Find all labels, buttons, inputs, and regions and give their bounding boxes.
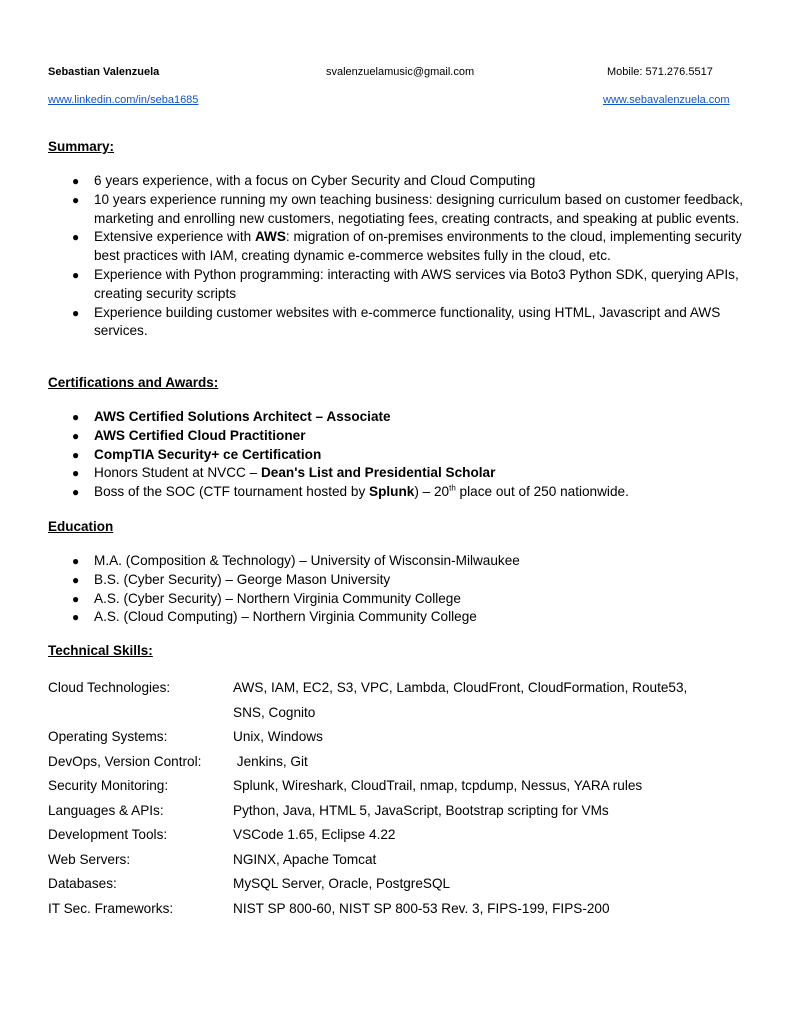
skill-category: Operating Systems: (48, 729, 168, 744)
skill-row (48, 701, 748, 726)
list-item (48, 483, 748, 502)
item-text: A.S. (Cloud Computing) – Northern Virginia Community College (94, 609, 477, 625)
list-item (48, 408, 748, 427)
list-item (48, 191, 748, 229)
skill-row (48, 897, 748, 922)
skill-row (48, 725, 748, 750)
education-list (48, 552, 748, 627)
education-heading: Education (48, 519, 114, 534)
list-item (48, 266, 748, 304)
skill-category: Databases: (48, 876, 117, 891)
bullet-icon: ● (72, 305, 80, 320)
bullet-icon: ● (72, 610, 80, 625)
phone-number: Mobile: 571.276.5517 (607, 66, 713, 78)
list-item (48, 446, 748, 465)
item-text: Extensive experience with (94, 229, 255, 245)
skill-category: Languages & APIs: (48, 802, 164, 818)
bullet-icon: ● (72, 591, 80, 606)
item-text: B.S. (Cyber Security) – George Mason University (94, 571, 391, 587)
technical-skills-table (48, 676, 748, 921)
bold-text: AWS (254, 229, 286, 245)
skill-category: IT Sec. Frameworks: (48, 900, 174, 916)
skill-category: Security Monitoring: (48, 778, 169, 793)
bullet-icon: ● (72, 174, 80, 188)
list-item (48, 304, 748, 342)
list-item (48, 464, 748, 483)
summary-heading: Summary: (48, 139, 115, 154)
skill-values: Jenkins, Git (233, 753, 308, 769)
skill-category: Web Servers: (48, 851, 131, 867)
item-text: th (449, 483, 456, 493)
skill-row (48, 750, 748, 775)
bullet-icon: ● (72, 572, 80, 587)
email-address: svalenzuelamusic@gmail.com (326, 66, 475, 78)
item-text: 6 years experience, with a focus on Cyber Security and Cloud Computing (94, 173, 536, 188)
item-text: M.A. (Composition & Technology) – University of Wisconsin-Milwaukee (94, 553, 520, 568)
skill-category: Cloud Technologies: (48, 680, 171, 695)
list-item (48, 228, 748, 266)
skill-values: Splunk, Wireshark, CloudTrail, nmap, tcpdump, Nessus, YARA rules (233, 778, 643, 793)
bullet-icon: ● (72, 428, 80, 443)
item-text: A.S. (Cyber Security) – Northern Virginia Community College (94, 590, 461, 606)
skill-row (48, 799, 748, 824)
bullet-icon: ● (72, 466, 80, 481)
list-item (48, 552, 748, 571)
item-text: Experience building customer websites with e-commerce functionality, using HTML, Javascript and AWS services. (94, 304, 721, 339)
item-text: Honors Student at NVCC – (94, 465, 261, 481)
technical-skills-heading: Technical Skills: (48, 643, 153, 658)
item-text: place out of 250 nationwide. (455, 484, 629, 500)
skill-values: AWS, IAM, EC2, S3, VPC, Lambda, CloudFront, CloudFormation, Route53, (233, 680, 688, 695)
skill-row (48, 774, 748, 799)
bullet-icon: ● (72, 192, 80, 207)
skill-values: Unix, Windows (233, 729, 323, 744)
item-text: : migration of on-premises environments to the cloud, implementing security best practices with IAM, creating dynamic e-commerce websites fully in the cloud, etc. (94, 229, 742, 264)
skill-values: Python, Java, HTML 5, JavaScript, Bootstrap scripting for VMs (233, 802, 609, 818)
bullet-icon: ● (72, 230, 80, 245)
skill-values: VSCode 1.65, Eclipse 4.22 (233, 827, 396, 842)
bold-text: AWS Certified Cloud Practitioner (94, 427, 306, 443)
skill-row (48, 823, 748, 848)
skill-category (48, 701, 233, 726)
bullet-icon: ● (72, 485, 80, 500)
skill-row (48, 872, 748, 897)
list-item (48, 172, 748, 191)
linkedin-link[interactable]: www.linkedin.com/in/seba1685 (48, 94, 199, 106)
list-item (48, 608, 748, 627)
skill-values: MySQL Server, Oracle, PostgreSQL (233, 876, 451, 891)
skill-row (48, 848, 748, 873)
bold-text: AWS Certified Solutions Architect – Associate (94, 409, 391, 424)
bold-text: Splunk (369, 484, 415, 500)
summary-list (48, 172, 748, 341)
item-text: Experience with Python programming: interacting with AWS services via Boto3 Python SDK, querying APIs, creating security scripts (94, 266, 739, 301)
candidate-name: Sebastian Valenzuela (48, 66, 160, 78)
list-item (48, 427, 748, 446)
bold-text: CompTIA Security+ ce Certification (94, 446, 322, 462)
bullet-icon: ● (72, 410, 80, 424)
list-item (48, 590, 748, 609)
bullet-icon: ● (72, 447, 80, 462)
skill-values: SNS, Cognito (233, 704, 316, 720)
certifications-heading: Certifications and Awards: (48, 375, 219, 390)
skill-row (48, 676, 748, 701)
skill-values: NIST SP 800-60, NIST SP 800-53 Rev. 3, FIPS-199, FIPS-200 (233, 900, 610, 916)
bold-text: Dean's List and Presidential Scholar (260, 465, 496, 481)
list-item (48, 571, 748, 590)
certifications-list (48, 408, 748, 502)
skill-category: Development Tools: (48, 827, 168, 842)
skill-category: DevOps, Version Control: (48, 753, 202, 769)
bullet-icon: ● (72, 267, 80, 282)
bullet-icon: ● (72, 554, 80, 568)
item-text: Boss of the SOC (CTF tournament hosted by (94, 484, 370, 500)
item-text: 10 years experience running my own teaching business: designing curriculum based on customer feedback, marketing and enrolling new customers, negotiating fees, creating contracts, and speaking at public events. (94, 191, 744, 226)
skill-values: NGINX, Apache Tomcat (233, 851, 377, 867)
item-text: ) – 20 (414, 484, 450, 500)
website-link[interactable]: www.sebavalenzuela.com (603, 94, 730, 106)
